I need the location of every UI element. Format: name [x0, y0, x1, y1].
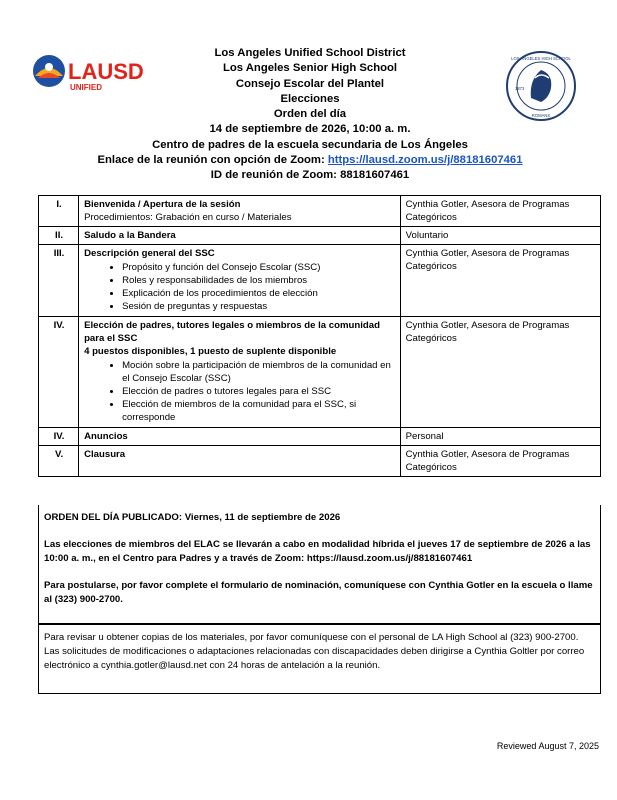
agenda-title: Orden del día — [273, 108, 347, 121]
item-content — [79, 227, 401, 245]
table-row — [39, 317, 601, 428]
lausd-subtext: UNIFIED — [70, 83, 102, 92]
item-content — [79, 245, 401, 317]
accommodations-box — [38, 624, 601, 694]
item-content — [79, 317, 401, 428]
seal-bottom-text: ROMANS — [531, 113, 551, 118]
item-presenter: Cynthia Gotler, Asesora de Programas Categóricos — [400, 245, 600, 317]
elac-notice: Las elecciones de miembros del ELAC se llevarán a cabo en modalidad híbrida el jueves 17 de septiembre de 2026 a las 10:00 a. m., en el Centro para Padres y a través de Zoom: https://lausd.zoom.us/j/88181607461 — [44, 539, 591, 564]
meeting-date: 14 de septiembre de 2026, 10:00 a. m. — [209, 123, 411, 136]
nomination-notice: Para postularse, por favor complete el formulario de nominación, comuníquese con Cynthia Gotler en la escuela o llame al (323) 900-2700. — [44, 580, 593, 605]
council-name: Consejo Escolar del Plantel — [235, 77, 385, 90]
zoom-link[interactable]: https://lausd.zoom.us/j/88181607461 — [327, 154, 523, 167]
item-presenter: Personal — [400, 428, 600, 446]
item-presenter: Cynthia Gotler, Asesora de Programas Categóricos — [400, 196, 600, 227]
item-bullets — [84, 359, 396, 424]
seal-top-text: LOS ANGELES HIGH SCHOOL — [511, 56, 571, 61]
agenda-table — [38, 195, 601, 477]
item-content — [79, 446, 401, 477]
zoom-link-line — [60, 153, 560, 168]
item-note: Procedimientos: Grabación en curso / Materiales — [84, 212, 292, 223]
item-title: Descripción general del SSC — [84, 248, 215, 259]
item-number: IV. — [39, 317, 79, 428]
item-number: II. — [39, 227, 79, 245]
item-title: Clausura — [84, 449, 126, 460]
item-title: Saludo a la Bandera — [84, 230, 176, 241]
item-title: Elección de padres, tutores legales o miembros de la comunidad para el SSC — [84, 320, 380, 344]
document-header — [60, 46, 560, 184]
item-presenter: Cynthia Gotler, Asesora de Programas Categóricos — [400, 446, 600, 477]
zoom-meeting-id: ID de reunión de Zoom: 88181607461 — [210, 169, 410, 182]
table-row — [39, 227, 601, 245]
list-item: • Roles y responsabilidades de los miembros — [122, 274, 396, 287]
item-number: I. — [39, 196, 79, 227]
notice-box — [38, 505, 601, 624]
list-item: • Elección de padres o tutores legales para el SSC — [122, 385, 396, 398]
materials-notice: Para revisar u obtener copias de los materiales, por favor comuníquese con el personal de LA High School al (323) 900-2700. Las solicitudes de modificaciones o adaptaciones relacionadas con discapacidades deben dirigirse a Cynthia Goltler por correo electrónico a cynthia.gotler@lausd.net con 24 horas de antelación a la reunión. — [44, 632, 585, 671]
list-item: • Propósito y función del Consejo Escolar (SSC) — [122, 261, 396, 274]
reviewed-date: Reviewed August 7, 2025 — [496, 741, 599, 751]
item-presenter: Voluntario — [400, 227, 600, 245]
list-item: • Explicación de los procedimientos de elección — [122, 287, 396, 300]
list-item: • Moción sobre la participación de miembros de la comunidad en el Consejo Escolar (SSC) — [122, 359, 396, 385]
elections-title: Elecciones — [280, 92, 340, 105]
table-row — [39, 446, 601, 477]
item-content — [79, 428, 401, 446]
lausd-wordmark: LAUSD — [68, 59, 144, 84]
item-presenter: Cynthia Gotler, Asesora de Programas Categóricos — [400, 317, 600, 428]
item-number: V. — [39, 446, 79, 477]
item-number: IV. — [39, 428, 79, 446]
item-title: Anuncios — [84, 431, 128, 442]
item-subtitle: 4 puestos disponibles, 1 puesto de suplente disponible — [84, 346, 337, 357]
table-row — [39, 428, 601, 446]
list-item: • Sesión de preguntas y respuestas — [122, 300, 396, 313]
table-row — [39, 245, 601, 317]
meeting-location: Centro de padres de la escuela secundaria de Los Ángeles — [152, 138, 468, 151]
item-content — [79, 196, 401, 227]
item-bullets — [84, 261, 396, 313]
seal-year-text: 1873 — [515, 86, 525, 91]
table-row — [39, 196, 601, 227]
zoom-link-label: Enlace de la reunión con opción de Zoom: — [97, 154, 328, 167]
posted-notice: ORDEN DEL DÍA PUBLICADO: Viernes, 11 de septiembre de 2026 — [44, 512, 341, 523]
school-name: Los Angeles Senior High School — [222, 62, 398, 75]
item-title: Bienvenida / Apertura de la sesión — [84, 199, 241, 210]
district-name: Los Angeles Unified School District — [214, 47, 406, 59]
item-number: III. — [39, 245, 79, 317]
list-item: • Elección de miembros de la comunidad para el SSC, si corresponde — [122, 398, 396, 424]
